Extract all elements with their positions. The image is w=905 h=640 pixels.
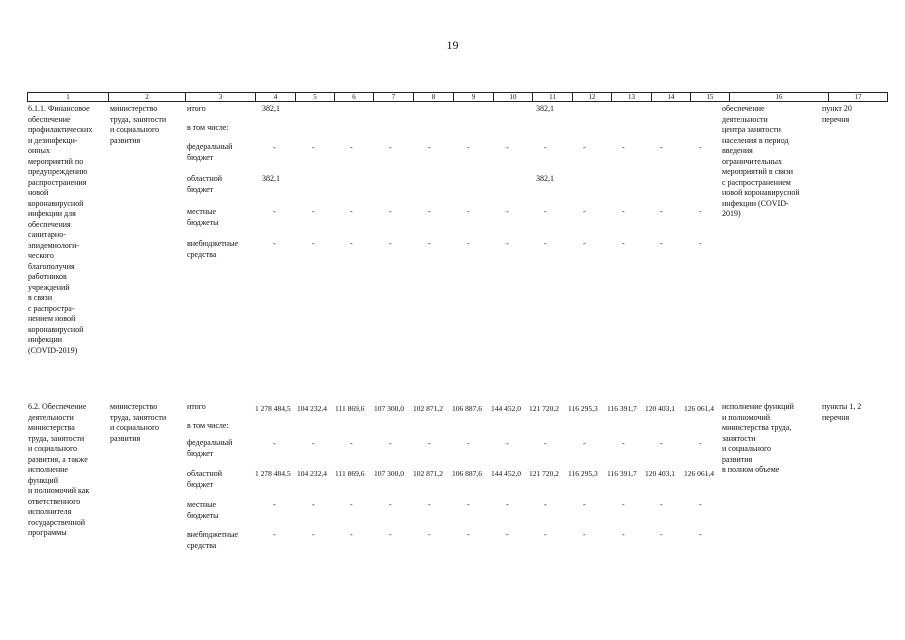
col-14: 14 [652,93,691,102]
r2-ext-dash-c4: - [273,530,276,539]
col-15: 15 [691,93,730,102]
r2-loc-dash-c11: - [544,500,547,509]
r1-total-c11: 382,1 [536,104,554,113]
r2-result: исполнение функций и полномочий министерства труда, занятости и социального развития в полном объеме [722,402,794,474]
r1-ext-dash-c7: - [389,239,392,248]
r2-ext-dash-c11: - [544,530,547,539]
r2-total-c10: 144 452,0 [491,404,521,413]
col-3: 3 [186,93,256,102]
r2-fed-dash-c4: - [273,439,276,448]
r1-loc-dash-c6: - [350,207,353,216]
r2-src-ext: внебюджетные средства [187,530,238,550]
r2-ext-dash-c13: - [622,530,625,539]
r2-loc-dash-c10: - [506,500,509,509]
r1-ext-dash-c9: - [467,239,470,248]
r1-reference: пункт 20 перечня [822,104,852,124]
r2-reg-c4: 1 278 484,5 [255,469,291,478]
r1-result: обеспечение деятельности центра занятости населения в период введения ограничительных мероприятий в связи с распространением новой коронавирусной инфекции (COVID- 2019) [722,104,800,218]
r1-src-fed: федеральный бюджет [187,142,233,162]
r2-total-c14: 120 403,1 [645,404,675,413]
r2-fed-dash-c5: - [312,439,315,448]
r2-reg-c15: 126 061,4 [684,469,714,478]
r1-fed-dash-c10: - [506,143,509,152]
r2-total-c8: 102 871,2 [413,404,443,413]
r2-loc-dash-c5: - [312,500,315,509]
r1-fed-dash-c5: - [312,143,315,152]
r2-measure-name: 6.2. Обеспечение деятельности министерства труда, занятости и социального развития, а также исполнение функций и полномочий как ответственного исполнителя государственной программы [28,402,90,537]
r2-loc-dash-c9: - [467,500,470,509]
r1-ext-dash-c14: - [660,239,663,248]
r2-ext-dash-c14: - [660,530,663,539]
r2-ext-dash-c8: - [428,530,431,539]
r2-total-c7: 107 300,0 [374,404,404,413]
r1-fed-dash-c7: - [389,143,392,152]
r1-fed-dash-c12: - [583,143,586,152]
r2-src-incl: в том числе: [187,421,229,430]
r1-ext-dash-c11: - [544,239,547,248]
r2-ext-dash-c10: - [506,530,509,539]
col-11: 11 [533,93,573,102]
r1-loc-dash-c4: - [273,207,276,216]
r1-loc-dash-c10: - [506,207,509,216]
r1-fed-dash-c11: - [544,143,547,152]
col-7: 7 [374,93,414,102]
r2-fed-dash-c14: - [660,439,663,448]
r2-fed-dash-c9: - [467,439,470,448]
r1-ext-dash-c5: - [312,239,315,248]
r2-loc-dash-c15: - [699,500,702,509]
r1-fed-dash-c14: - [660,143,663,152]
r2-loc-dash-c13: - [622,500,625,509]
r2-reg-c10: 144 452,0 [491,469,521,478]
r2-reg-c14: 120 403,1 [645,469,675,478]
r2-reg-c5: 104 232,4 [297,469,327,478]
r1-loc-dash-c14: - [660,207,663,216]
r1-loc-dash-c7: - [389,207,392,216]
r2-reg-c12: 116 295,3 [568,469,598,478]
r1-executor: министерство труда, занятости и социального развития [110,104,167,145]
r2-fed-dash-c7: - [389,439,392,448]
r1-ext-dash-c13: - [622,239,625,248]
col-6: 6 [335,93,374,102]
r2-loc-dash-c6: - [350,500,353,509]
col-9: 9 [454,93,494,102]
col-4: 4 [256,93,296,102]
r2-ext-dash-c15: - [699,530,702,539]
r2-ext-dash-c6: - [350,530,353,539]
r1-src-incl: в том числе: [187,123,229,132]
page-number: 19 [446,38,459,52]
r1-fed-dash-c15: - [699,143,702,152]
r2-total-c9: 106 887,6 [452,404,482,413]
r1-reg-c4: 382,1 [262,174,280,183]
r1-loc-dash-c5: - [312,207,315,216]
r2-total-c5: 104 232,4 [297,404,327,413]
r1-ext-dash-c15: - [699,239,702,248]
r1-ext-dash-c8: - [428,239,431,248]
r2-src-total: итого [187,402,206,411]
r2-total-c6: 111 869,6 [335,404,365,413]
r2-fed-dash-c11: - [544,439,547,448]
r2-fed-dash-c13: - [622,439,625,448]
r2-ext-dash-c9: - [467,530,470,539]
r1-src-total: итого [187,104,206,113]
r2-loc-dash-c7: - [389,500,392,509]
r1-measure-name: 6.1.1. Финансовое обеспечение профилактических и дезинфекци- онных мероприятий по предупреждению распространения новой коронавирусной инфекции для обеспечения санитарно- эпидемиологи- ческого благополучия работников учреждений в связи с распростра- нением новой коронавирусной инфекции (COVID-2019) [28,104,93,355]
r1-ext-dash-c12: - [583,239,586,248]
column-header-row [27,92,888,102]
r2-fed-dash-c8: - [428,439,431,448]
r2-ext-dash-c12: - [583,530,586,539]
r2-reg-c8: 102 871,2 [413,469,443,478]
r1-total-c4: 382,1 [262,104,280,113]
col-10: 10 [494,93,533,102]
r2-fed-dash-c12: - [583,439,586,448]
r2-total-c11: 121 720,2 [529,404,559,413]
r1-src-ext: внебюджетные средства [187,239,238,259]
col-12: 12 [573,93,612,102]
r2-reg-c7: 107 300,0 [374,469,404,478]
r2-total-c12: 116 295,3 [568,404,598,413]
r1-loc-dash-c8: - [428,207,431,216]
r2-src-loc: местные бюджеты [187,500,219,520]
r2-loc-dash-c4: - [273,500,276,509]
col-16: 16 [730,93,829,102]
r2-total-c4: 1 278 484,5 [255,404,291,413]
r2-total-c15: 126 061,4 [684,404,714,413]
r2-ext-dash-c7: - [389,530,392,539]
col-5: 5 [296,93,335,102]
col-1: 1 [28,93,109,102]
r2-reference: пункты 1, 2 перечня [822,402,862,422]
r2-reg-c6: 111 869,6 [335,469,365,478]
r1-ext-dash-c10: - [506,239,509,248]
r1-loc-dash-c11: - [544,207,547,216]
r1-loc-dash-c12: - [583,207,586,216]
r2-fed-dash-c10: - [506,439,509,448]
col-2: 2 [109,93,186,102]
r2-reg-c9: 106 887,6 [452,469,482,478]
r2-loc-dash-c8: - [428,500,431,509]
r1-loc-dash-c15: - [699,207,702,216]
r2-src-fed: федеральный бюджет [187,438,233,458]
r1-fed-dash-c8: - [428,143,431,152]
r1-ext-dash-c4: - [273,239,276,248]
col-8: 8 [414,93,454,102]
r2-fed-dash-c15: - [699,439,702,448]
r2-total-c13: 116 391,7 [607,404,637,413]
r1-loc-dash-c13: - [622,207,625,216]
r1-fed-dash-c13: - [622,143,625,152]
r1-ext-dash-c6: - [350,239,353,248]
r1-loc-dash-c9: - [467,207,470,216]
r2-reg-c13: 116 391,7 [607,469,637,478]
r1-fed-dash-c4: - [273,143,276,152]
r1-src-loc: местные бюджеты [187,207,219,227]
r1-fed-dash-c9: - [467,143,470,152]
r2-loc-dash-c12: - [583,500,586,509]
r1-src-reg: областной бюджет [187,174,223,194]
r1-reg-c11: 382,1 [536,174,554,183]
r2-executor: министерство труда, занятости и социального развития [110,402,167,443]
r2-ext-dash-c5: - [312,530,315,539]
col-13: 13 [612,93,652,102]
col-17: 17 [829,93,888,102]
r1-fed-dash-c6: - [350,143,353,152]
r2-fed-dash-c6: - [350,439,353,448]
r2-reg-c11: 121 720,2 [529,469,559,478]
r2-loc-dash-c14: - [660,500,663,509]
r2-src-reg: областной бюджет [187,469,223,489]
